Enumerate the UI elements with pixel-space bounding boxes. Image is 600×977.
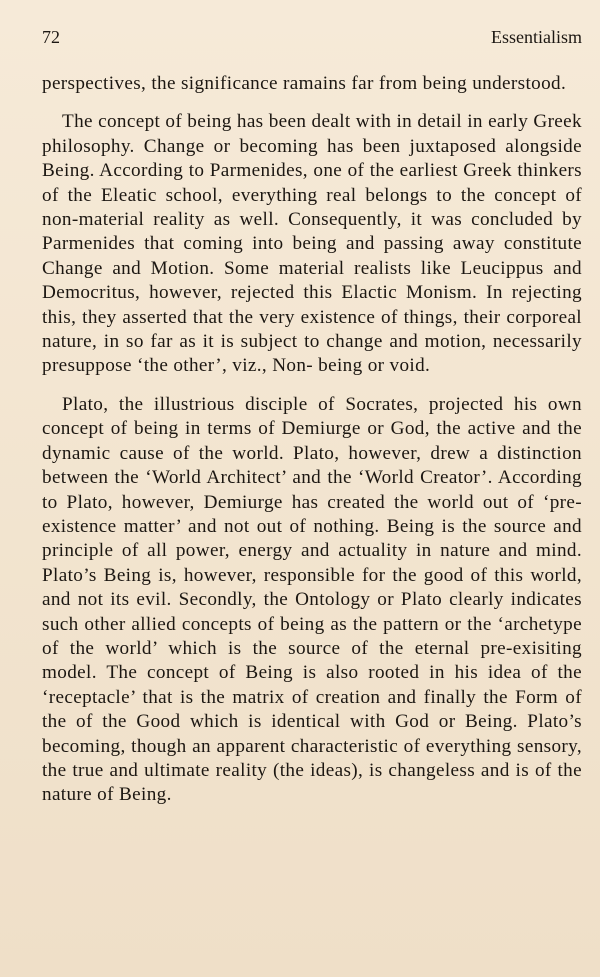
paragraph-continuation: perspectives, the significance ramains far from being understood.	[42, 73, 567, 94]
running-header	[42, 22, 582, 52]
body-text	[42, 72, 582, 808]
page-number: 72	[42, 27, 60, 47]
running-title: Essentialism	[491, 27, 582, 47]
paragraph-parmenides: The concept of being has been dealt with in detail in early Greek philosophy. Change or becoming has been juxtaposed alongside Being. According to Parmenides, one of the earliest Greek thinkers of the Eleatic school, everything real belongs to the concept of non-material reality as well. Consequently, it was concluded by Parmenides that coming into being and passing away constitute Change and Motion. Some material realists like Leucippus and Democritus, however, rejected this Elactic Monism. In rejecting this, they asserted that the very existence of things, their corporeal nature, in so far as it is subject to change and motion, necessarily presuppose ‘the other’, viz., Non- being or void.	[42, 111, 582, 377]
paragraph-plato: Plato, the illustrious disciple of Socrates, projected his own concept of being in terms of Demiurge or God, the active and the dynamic cause of the world. Plato, however, drew a distinction between the ‘World Architect’ and the ‘World Creator’. According to Plato, however, Demiurge has created the world out of ‘pre-existence matter’ and not out of nothing. Being is the source and principle of all power, energy and actuality in nature and mind. Plato’s Being is, however, responsible for the good of this world, and not its evil. Secondly, the Ontology or Plato clearly indicates such other allied concepts of being as the pattern or the ‘archetype of the world’ which is the source of the eternal pre-exisiting model. The concept of Being is also rooted in his idea of the ‘receptacle’ that is the matrix of creation and finally the Form of the of the Good which is identical with God or Being. Plato’s becoming, though an apparent characteristic of everything sensory, the true and ultimate reality (the ideas), is changeless and is of the nature of Being.	[42, 393, 582, 806]
